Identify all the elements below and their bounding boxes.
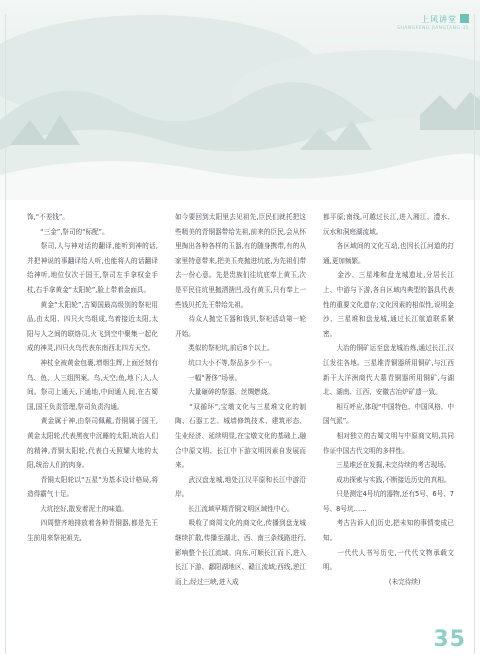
text-column-2: 如今要回到太阳里去见祖先,臣民们就托把这些精美的青铜器带给先祖,前来的臣民,会从怀里掏出各种各样的玉器,有的随身携带,有的从家里特意带来,把美玉亮抛进坑底,为先祖们带去一份心意。先是贵族们往坑底奉上黄玉,次是平民往坑里抛洒凿凹,没有黄玉,只有奉上一些钱贝托先王带给先祖。 待众人抛完玉器和钱贝,祭祀活动第一轮开始。 类似的祭祀坑,前后8个以上。 坑口大小不等,祭品多少不一。 一幅“奢侈”场景。 大量砸碎的祭器、丝绸燃烧。 “双循环”,宝墩文化与三星堆文化的制陶、石器工艺、城墙修筑技术、建筑形态、生业经济、延续明显,在宝墩文化的基础上,融合中原文明、长江中下游文明因素自发展而来。 武汉盘龙城,地处江汉平原和长江中游沿岸。 长江流域早期青铜文明区域性中心。 吸收了商周文化的商文化,传播到盘龙城继续扩散,传播至湖北、西、南三条线路进行,影响整个长江流域。向东,可顺长江而下,进入长江下游、鄱阳湖地区、赣江流域;西线,逆江而上,经过三峡,进入成 — [175, 213, 306, 586]
section-title — [397, 14, 469, 25]
page-number: 35 — [433, 627, 466, 652]
right-margin-rule — [474, 14, 475, 654]
left-margin-rule — [5, 14, 6, 654]
section-subtitle: SHANGFENG JIANGTANG 35 — [397, 26, 469, 31]
text-column-3: 都平原;南线,可越过长江,进入湘江、澧水、沅水和洞庭湖流域。 各区域间的文化互动,也因长江河道的打通,更加频繁。 金沙、三星堆和盘龙城遗址,分居长江上、中游与下游,各自区域内典型的器具代表性的重要文化遗存;文化因素的相似性,说明金沙、三星堆和盘龙城,通过长江航道联系紧密。 大冶的铜矿运至盘龙城冶炼,通过长江,汉江发往各地。三星堆青铜器所用铜矿,与江西新干大洋洲商代大墓青铜器所用铜矿,与湖北、湖南、江西、安徽古冶炉矿遗一致。 相互呼应,体现“中国特色、中国风格、中国气派”。 相对独立的古蜀文明与中原商文明,共同作证中国古代文明的多样性。 三星堆还在发掘,未完待续的考古现场。 成功探索与实践,不断接近历史的真相。 只是测定4号坑的器物,还有5号、6号、7号、8号坑…… 考古告诉人们历史,把未知的事情变成已知。 一代代人书写历史,一代代文物承载文明。 (未完待续) — [323, 213, 454, 586]
text-column-1: 饰,“不差钱”。 “三金”,祭司的“标配”。 祭司,人与神对话的翻译,能听到神的话,并把神说的事翻译给人听,也能将人的话翻译给神听,地位仅次于国王,祭司左手拿权金手杖,右手拿黄金“太阳轮”,脸上带着金面具。 黄金“太阳轮”,古蜀国最高级别的祭祀用品,由太阳、四只火鸟组成,鸟着接近太阳,太阳与人之间的联络员,火飞到空中聚集一起化成的神灵,四只火鸟代表东南西北四方天空。 神杖全被黄金包裹,增烟生辉,上面还刻有鸟、鱼、人三组图案。鸟,天空;鱼,地下;人,人间。祭司上通天,下通地,中间通人间,在古蜀国,国王负责管理,祭司负责沟通。 黄金属于神,由祭司佩戴,青铜属于国王,黄金太阳轮,代表黑夜中沉睡的太阳,统治人们的精神,青铜太阳轮,代表白天照耀大地的太阳,统治人们的肉身。 青铜太阳轮以“五星”为基本设计格局,将造得霸气十足。 大坑挖好,散发着泥土的味道。 四周整齐地排放着各种青铜器,都是先王生前用来祭祀祖先, — [27, 213, 158, 543]
section-title-text: 上风讲堂 — [421, 15, 457, 24]
section-marker-icon — [460, 14, 469, 23]
section-header — [397, 14, 469, 32]
